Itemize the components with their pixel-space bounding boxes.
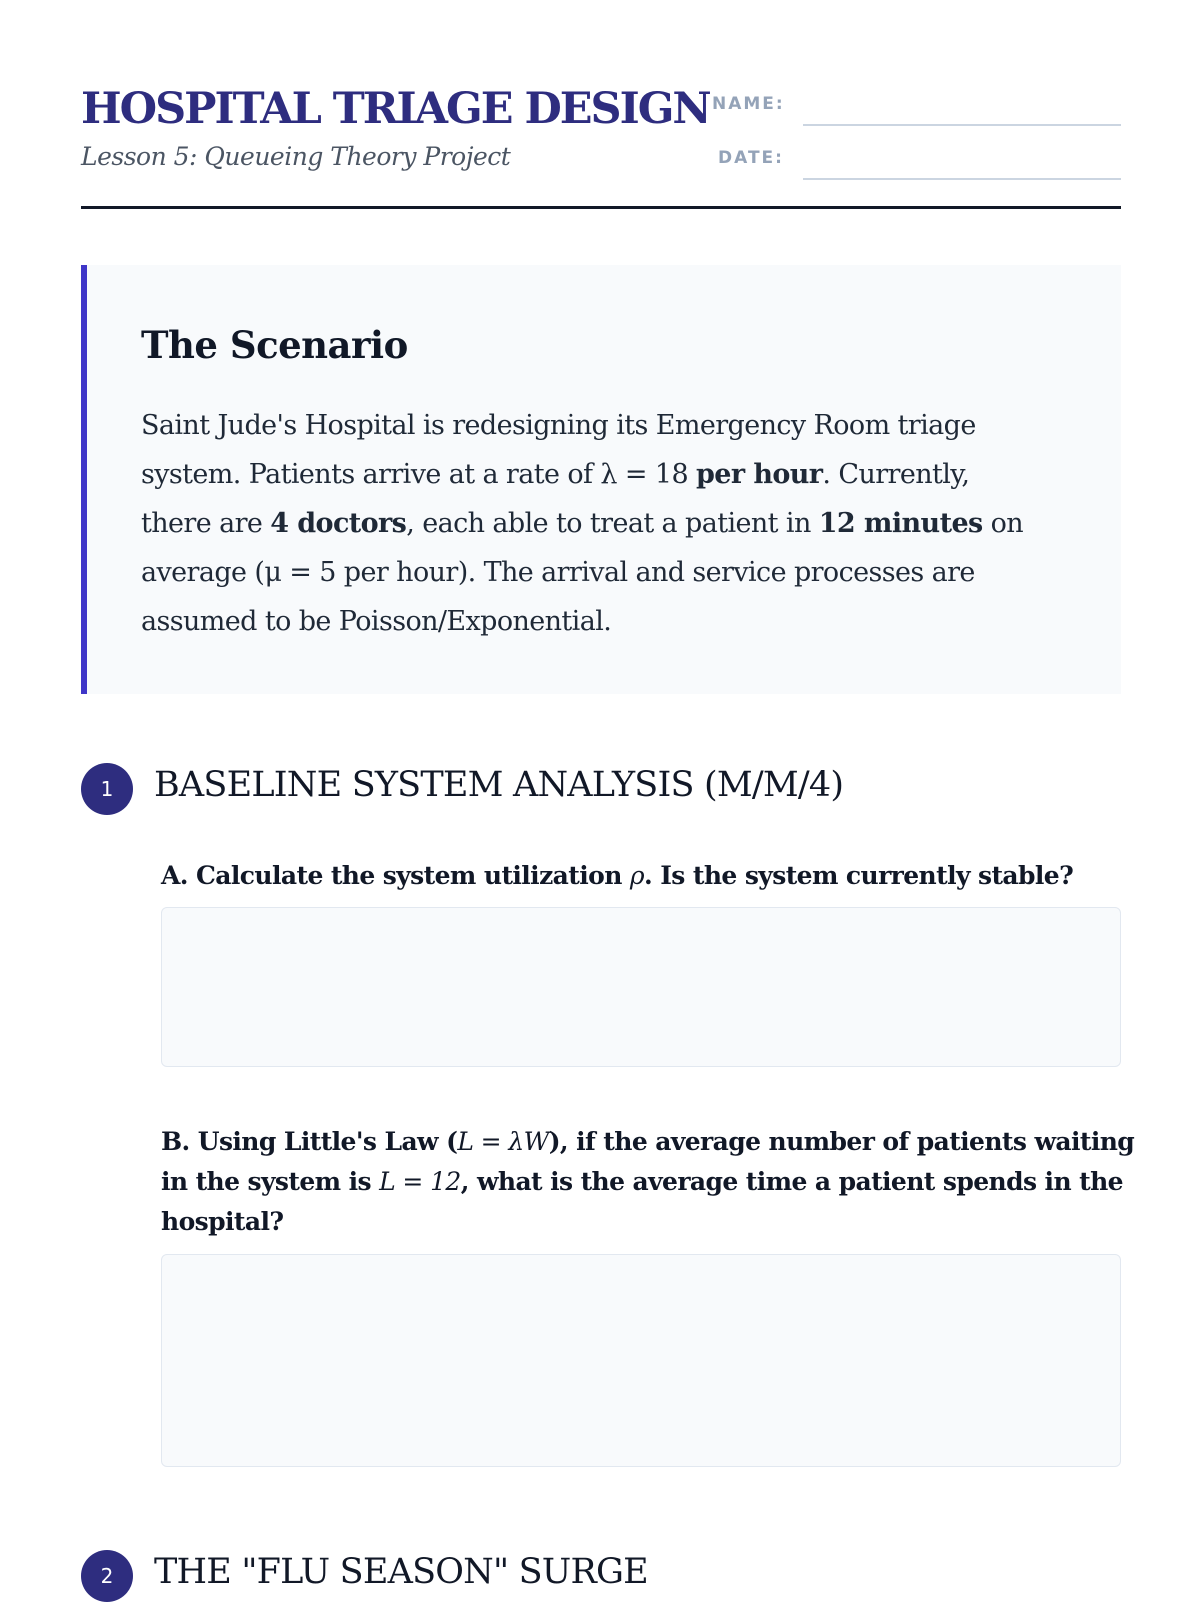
question-text-run: in the system is xyxy=(161,1167,380,1196)
question-b xyxy=(161,1122,1135,1242)
emphasis-minutes: 12 minutes xyxy=(818,508,983,539)
question-text-run: hospital? xyxy=(161,1207,284,1236)
scenario-callout xyxy=(81,265,1121,694)
scenario-line xyxy=(141,597,1081,646)
question-text-run: A. Calculate the system utilization xyxy=(161,861,630,890)
utilization-symbol: ρ xyxy=(629,861,644,890)
name-field[interactable] xyxy=(803,124,1121,126)
section-title: THE "FLU SEASON" SURGE xyxy=(154,1552,648,1592)
scenario-line xyxy=(141,499,1081,548)
scenario-text-run: Saint Jude's Hospital is redesigning its Emergency Room triage xyxy=(141,410,976,441)
scenario-line xyxy=(141,450,1081,499)
littles-law-math: L = λW xyxy=(457,1127,549,1156)
scenario-text-run: there are xyxy=(141,508,271,539)
answer-box-b[interactable] xyxy=(161,1254,1121,1467)
date-label: DATE: xyxy=(718,148,784,168)
question-line xyxy=(161,1122,1135,1162)
l-value-math: L = 12 xyxy=(379,1167,461,1196)
question-line xyxy=(161,1202,1121,1242)
scenario-text-run: on xyxy=(982,508,1024,539)
scenario-line xyxy=(141,401,1081,450)
scenario-text-run: system. Patients arrive at a rate of xyxy=(141,459,601,490)
scenario-text-run xyxy=(688,459,696,490)
arrival-rate-math: λ = 18 xyxy=(600,459,689,490)
question-text-run: , what is the average time a patient spends in the xyxy=(460,1167,1123,1196)
service-rate-math: μ = 5 xyxy=(264,557,336,588)
section-title: BASELINE SYSTEM ANALYSIS (M/M/4) xyxy=(154,765,844,805)
scenario-line xyxy=(141,548,1081,597)
page-title: HOSPITAL TRIAGE DESIGN xyxy=(81,84,710,134)
emphasis-per-hour: per hour xyxy=(696,459,823,490)
answer-box-a[interactable] xyxy=(161,907,1121,1067)
section-number-badge: 2 xyxy=(81,1550,133,1602)
question-line xyxy=(161,1162,1121,1202)
worksheet-header xyxy=(81,78,1121,210)
name-label: NAME: xyxy=(712,94,785,114)
section-number-badge: 1 xyxy=(81,763,133,815)
header-divider xyxy=(81,206,1121,209)
question-text-run: B. Using Little's Law ( xyxy=(161,1127,458,1156)
scenario-text xyxy=(141,401,1081,646)
question-text-run: ), if the average number of patients waiting xyxy=(548,1127,1135,1156)
scenario-text-run: , each able to treat a patient in xyxy=(406,508,819,539)
scenario-text-run: average ( xyxy=(141,557,265,588)
scenario-text-run: assumed to be Poisson/Exponential. xyxy=(141,606,612,637)
question-a xyxy=(161,856,1121,896)
scenario-text-run: per hour). The arrival and service processes are xyxy=(335,557,975,588)
question-text-run: . Is the system currently stable? xyxy=(644,861,1074,890)
page-subtitle: Lesson 5: Queueing Theory Project xyxy=(81,142,511,171)
scenario-title: The Scenario xyxy=(141,323,408,367)
question-line xyxy=(161,856,1121,896)
date-field[interactable] xyxy=(803,178,1121,180)
emphasis-doctors: 4 doctors xyxy=(270,508,407,539)
scenario-text-run: . Currently, xyxy=(822,459,970,490)
